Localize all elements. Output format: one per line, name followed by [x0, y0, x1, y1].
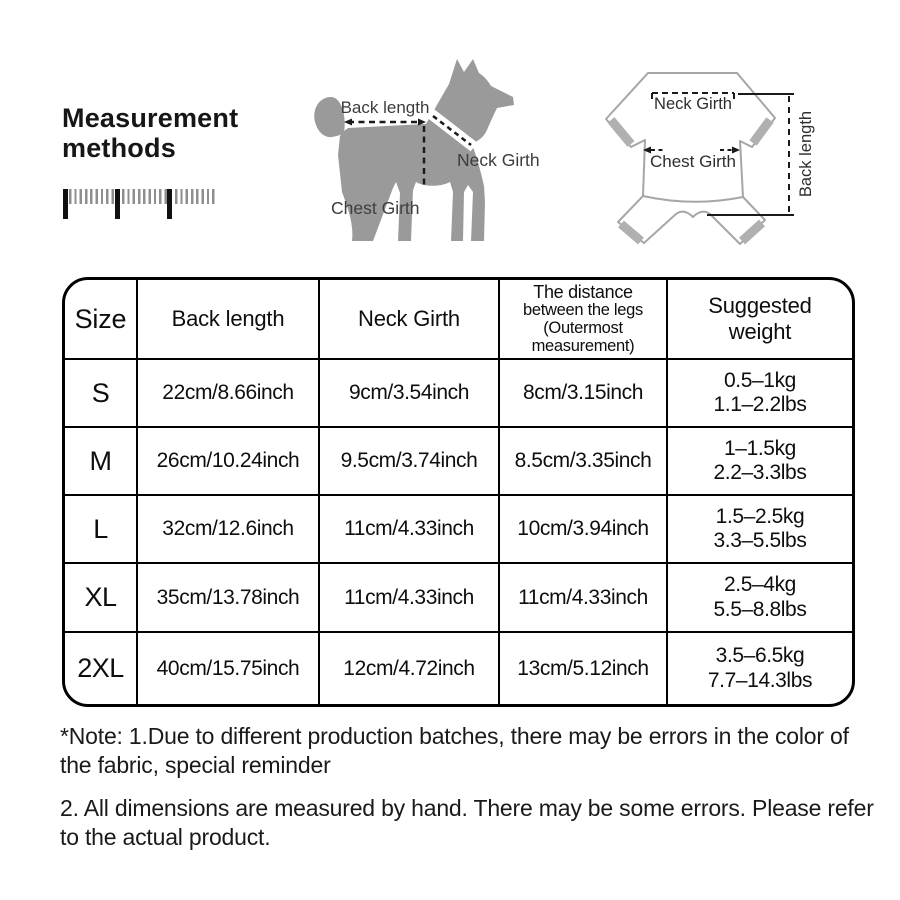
ruler-icon	[63, 189, 217, 221]
cell-size: XL	[65, 564, 138, 633]
weight-kg: 1.5–2.5kg	[715, 504, 805, 528]
distance-header-line: measurement)	[531, 336, 635, 355]
cell-distance: 11cm/4.33inch	[500, 564, 668, 633]
distance-header-line: (Outermost	[543, 318, 623, 337]
distance-header-line: The distance	[533, 281, 633, 302]
col-header-back-length: Back length	[138, 280, 320, 360]
cell-back-length: 40cm/15.75inch	[138, 633, 320, 704]
ruler-small-ticks	[69, 189, 217, 204]
dog-neck-girth-label: Neck Girth	[457, 150, 540, 170]
garment-neck-girth-label: Neck Girth	[654, 95, 732, 113]
weight-lbs: 7.7–14.3lbs	[707, 668, 813, 692]
cell-neck-girth: 9cm/3.54inch	[320, 360, 500, 428]
cell-distance: 8cm/3.15inch	[500, 360, 668, 428]
cell-weight	[668, 564, 852, 633]
cell-distance: 8.5cm/3.35inch	[500, 428, 668, 496]
ruler-major-tick	[167, 189, 172, 219]
dog-diagram	[300, 40, 580, 270]
table-row-xl	[65, 564, 852, 633]
cell-weight	[668, 633, 852, 704]
garment-back-length-label: Back length	[797, 110, 815, 198]
distance-header-line: between the legs	[523, 301, 643, 319]
weight-kg: 0.5–1kg	[724, 368, 796, 392]
cell-back-length: 26cm/10.24inch	[138, 428, 320, 496]
weight-kg: 2.5–4kg	[724, 573, 796, 597]
table-row-l	[65, 496, 852, 564]
table-row-m	[65, 428, 852, 496]
cell-size: 2XL	[65, 633, 138, 704]
cell-weight	[668, 496, 852, 564]
garment-chest-girth-label: Chest Girth	[650, 152, 736, 171]
cell-neck-girth: 9.5cm/3.74inch	[320, 428, 500, 496]
cell-distance: 13cm/5.12inch	[500, 633, 668, 704]
col-header-distance	[500, 280, 668, 360]
note-2: 2. All dimensions are measured by hand. There may be some errors. Please refer to the actual product.	[60, 795, 874, 850]
ruler-major-tick	[115, 189, 120, 219]
cell-back-length: 35cm/13.78inch	[138, 564, 320, 633]
cell-back-length: 22cm/8.66inch	[138, 360, 320, 428]
weight-kg: 1–1.5kg	[724, 436, 796, 460]
cell-neck-girth: 11cm/4.33inch	[320, 496, 500, 564]
col-header-neck-girth: Neck Girth	[320, 280, 500, 360]
cell-neck-girth: 11cm/4.33inch	[320, 564, 500, 633]
cell-weight	[668, 428, 852, 496]
cell-neck-girth: 12cm/4.72inch	[320, 633, 500, 704]
garment-diagram	[590, 40, 880, 270]
arrowhead-left	[344, 119, 352, 126]
notes-section	[60, 722, 874, 866]
table-header-row	[65, 280, 852, 360]
page-title-line1: Measurement	[62, 103, 239, 133]
weight-lbs: 2.2–3.3lbs	[713, 461, 807, 484]
note-1: *Note: 1.Due to different production batches, there may be errors in the color of the fabric, special reminder	[60, 723, 849, 778]
table-row-2xl	[65, 633, 852, 704]
cell-size: S	[65, 360, 138, 428]
size-table	[62, 277, 855, 707]
cell-distance: 10cm/3.94inch	[500, 496, 668, 564]
weight-lbs: 1.1–2.2lbs	[713, 393, 807, 416]
weight-kg: 3.5–6.5kg	[715, 644, 805, 668]
col-header-suggested-weight	[668, 280, 852, 360]
dog-chest-girth-label: Chest Girth	[331, 198, 420, 218]
page-title	[62, 103, 238, 163]
col-header-size: Size	[65, 280, 138, 360]
weight-lbs: 5.5–8.8lbs	[713, 597, 807, 621]
weight-lbs: 3.3–5.5lbs	[713, 529, 807, 552]
page-title-line2: methods	[62, 133, 176, 164]
weight-header-line: weight	[728, 319, 792, 344]
weight-header-line: Suggested	[708, 293, 812, 318]
cell-size: M	[65, 428, 138, 496]
table-row-s	[65, 360, 852, 428]
ruler-major-tick	[63, 189, 68, 219]
dog-back-length-label: Back length	[340, 98, 430, 117]
cell-size: L	[65, 496, 138, 564]
cell-back-length: 32cm/12.6inch	[138, 496, 320, 564]
cell-weight	[668, 360, 852, 428]
